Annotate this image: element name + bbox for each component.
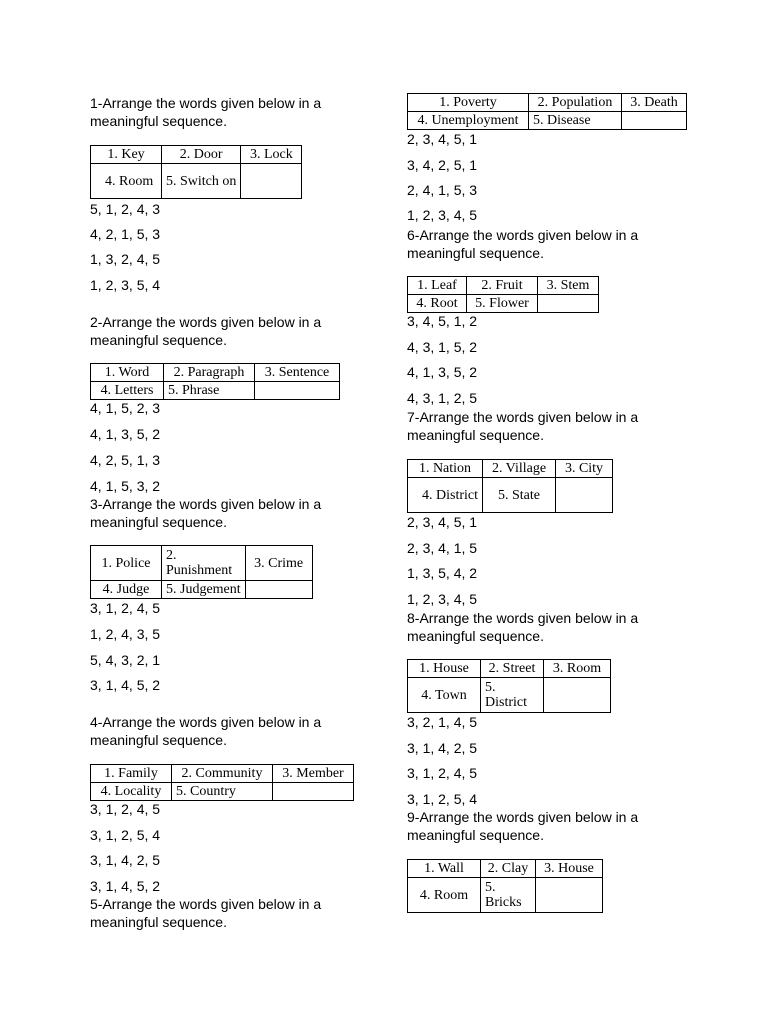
question-3-word-table — [90, 545, 313, 599]
question-1-word-table — [90, 145, 302, 199]
empty-cell — [544, 678, 611, 713]
answer-option[interactable]: 5, 4, 3, 2, 1 — [90, 652, 161, 668]
answer-option[interactable]: 4, 2, 1, 5, 3 — [90, 226, 161, 242]
answer-option[interactable]: 2, 3, 4, 5, 1 — [407, 514, 478, 530]
word-cell: 2. Clay — [481, 860, 536, 878]
word-cell: 2. Population — [529, 94, 622, 112]
word-cell: 1. Police — [91, 546, 162, 581]
question-6-text: 6-Arrange the words given below in a meaningful sequence. — [407, 227, 639, 261]
empty-cell — [273, 783, 354, 801]
empty-cell — [622, 112, 687, 130]
word-cell: 3. Lock — [241, 146, 302, 164]
word-cell: 1. Key — [91, 146, 162, 164]
word-cell: 4. Locality — [91, 783, 172, 801]
question-4-text: 4-Arrange the words given below in a meaningful sequence. — [90, 714, 322, 748]
answer-option[interactable]: 4, 1, 5, 3, 2 — [90, 478, 161, 494]
empty-cell — [245, 581, 312, 599]
empty-cell — [241, 164, 302, 199]
answer-option[interactable]: 3, 2, 1, 4, 5 — [407, 714, 478, 730]
answer-option[interactable]: 3, 1, 4, 5, 2 — [90, 878, 161, 894]
word-cell: 2. Fruit — [467, 277, 538, 295]
answer-option[interactable]: 3, 1, 4, 2, 5 — [90, 852, 161, 868]
word-cell: 5. Disease — [529, 112, 622, 130]
answer-option[interactable]: 4, 1, 3, 5, 2 — [90, 426, 161, 442]
answer-option[interactable]: 2, 4, 1, 5, 3 — [407, 182, 478, 198]
empty-cell — [536, 878, 603, 913]
word-cell: 1. Leaf — [408, 277, 467, 295]
answer-option[interactable]: 1, 2, 3, 4, 5 — [407, 207, 478, 223]
answer-option[interactable]: 4, 3, 1, 2, 5 — [407, 390, 478, 406]
word-cell: 3. Stem — [538, 277, 599, 295]
word-cell: 1. Poverty — [408, 94, 529, 112]
word-cell: 4. Root — [408, 295, 467, 313]
word-cell: 4. Letters — [91, 382, 164, 400]
question-1-text: 1-Arrange the words given below in a meaningful sequence. — [90, 95, 322, 129]
question-2-word-table — [90, 363, 340, 400]
question-8-text: 8-Arrange the words given below in a meaningful sequence. — [407, 610, 639, 644]
word-cell: 2. Village — [483, 460, 556, 478]
question-5-text: 5-Arrange the words given below in a meaningful sequence. — [90, 896, 322, 930]
answer-option[interactable]: 5, 1, 2, 4, 3 — [90, 201, 161, 217]
answer-option[interactable]: 1, 2, 3, 4, 5 — [407, 591, 478, 607]
answer-option[interactable]: 3, 1, 2, 4, 5 — [90, 600, 161, 616]
word-cell: 2. Street — [481, 660, 544, 678]
answer-option[interactable]: 1, 2, 3, 5, 4 — [90, 277, 161, 293]
question-7-text: 7-Arrange the words given below in a meaningful sequence. — [407, 409, 639, 443]
question-5-word-table — [407, 93, 687, 130]
word-cell: 4. Room — [408, 878, 481, 913]
word-cell: 3. Crime — [245, 546, 312, 581]
empty-cell — [538, 295, 599, 313]
question-6-word-table — [407, 276, 599, 313]
word-cell: 5. Switch on — [162, 164, 241, 199]
word-cell: 5. Bricks — [481, 878, 536, 913]
word-cell: 2. Community — [172, 765, 273, 783]
answer-option[interactable]: 3, 4, 2, 5, 1 — [407, 157, 478, 173]
answer-option[interactable]: 4, 2, 5, 1, 3 — [90, 452, 161, 468]
answer-option[interactable]: 3, 1, 2, 4, 5 — [90, 801, 161, 817]
question-3-text: 3-Arrange the words given below in a meaningful sequence. — [90, 496, 322, 530]
answer-option[interactable]: 3, 1, 2, 5, 4 — [90, 827, 161, 843]
word-cell: 4. Unemployment — [408, 112, 529, 130]
word-cell: 3. Member — [273, 765, 354, 783]
word-cell: 1. Word — [91, 364, 164, 382]
word-cell: 1. House — [408, 660, 481, 678]
empty-cell — [556, 478, 613, 513]
word-cell: 4. Town — [408, 678, 481, 713]
word-cell: 5. Phrase — [164, 382, 255, 400]
word-cell: 4. District — [408, 478, 483, 513]
word-cell: 3. Death — [622, 94, 687, 112]
word-cell: 2. Punishment — [162, 546, 246, 581]
word-cell: 3. City — [556, 460, 613, 478]
answer-option[interactable]: 2, 3, 4, 1, 5 — [407, 540, 478, 556]
answer-option[interactable]: 3, 4, 5, 1, 2 — [407, 313, 478, 329]
word-cell: 1. Family — [91, 765, 172, 783]
word-cell: 5. Flower — [467, 295, 538, 313]
word-cell: 4. Judge — [91, 581, 162, 599]
question-9-text: 9-Arrange the words given below in a meaningful sequence. — [407, 809, 639, 843]
word-cell: 1. Nation — [408, 460, 483, 478]
question-8-word-table — [407, 659, 611, 713]
answer-option[interactable]: 3, 1, 4, 5, 2 — [90, 677, 161, 693]
answer-option[interactable]: 3, 1, 4, 2, 5 — [407, 740, 478, 756]
answer-option[interactable]: 1, 3, 5, 4, 2 — [407, 565, 478, 581]
question-4-word-table — [90, 764, 354, 801]
word-cell: 5. State — [483, 478, 556, 513]
answer-option[interactable]: 2, 3, 4, 5, 1 — [407, 131, 478, 147]
answer-option[interactable]: 3, 1, 2, 5, 4 — [407, 791, 478, 807]
word-cell: 5. District — [481, 678, 544, 713]
word-cell: 3. Room — [544, 660, 611, 678]
question-9-word-table — [407, 859, 603, 913]
word-cell: 5. Judgement — [162, 581, 246, 599]
answer-option[interactable]: 1, 3, 2, 4, 5 — [90, 251, 161, 267]
word-cell: 3. Sentence — [255, 364, 340, 382]
word-cell: 5. Country — [172, 783, 273, 801]
answer-option[interactable]: 4, 1, 5, 2, 3 — [90, 400, 161, 416]
answer-option[interactable]: 4, 1, 3, 5, 2 — [407, 364, 478, 380]
empty-cell — [255, 382, 340, 400]
question-7-word-table — [407, 459, 613, 513]
answer-option[interactable]: 3, 1, 2, 4, 5 — [407, 765, 478, 781]
answer-option[interactable]: 1, 2, 4, 3, 5 — [90, 626, 161, 642]
word-cell: 2. Paragraph — [164, 364, 255, 382]
answer-option[interactable]: 4, 3, 1, 5, 2 — [407, 339, 478, 355]
word-cell: 2. Door — [162, 146, 241, 164]
word-cell: 4. Room — [91, 164, 162, 199]
question-2-text: 2-Arrange the words given below in a meaningful sequence. — [90, 314, 322, 348]
word-cell: 1. Wall — [408, 860, 481, 878]
word-cell: 3. House — [536, 860, 603, 878]
